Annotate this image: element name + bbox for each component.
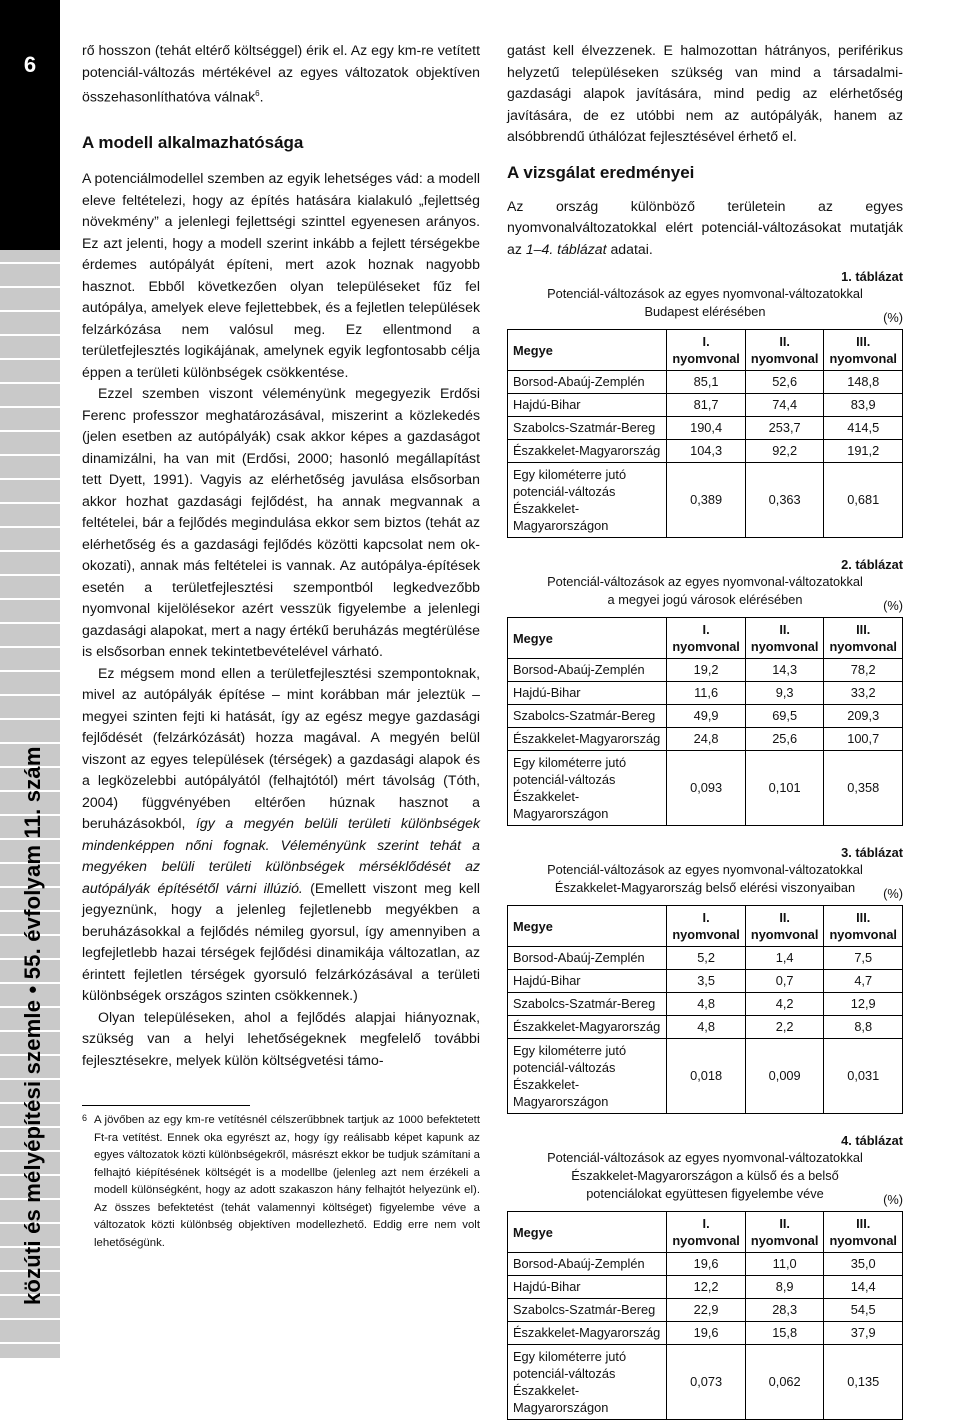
cell-value: 9,3 [745, 682, 824, 705]
section-heading: A modell alkalmazhatósága [82, 133, 304, 153]
footnote-divider [82, 1105, 250, 1106]
cell-value: 28,3 [745, 1299, 824, 1322]
cell-value: 14,4 [824, 1276, 903, 1299]
table-row [508, 440, 903, 463]
cell-value: 0,101 [745, 751, 824, 826]
row-label: Északkelet-Magyarország [508, 1322, 667, 1345]
cell-value: 0,093 [667, 751, 746, 826]
cell-value: 8,9 [745, 1276, 824, 1299]
cell-value: 414,5 [824, 417, 903, 440]
header-megye: Megye [508, 330, 667, 371]
table-caption-line: Potenciál-változások az egyes nyomvonal-változatokkal [547, 1150, 863, 1165]
cell-value: 8,8 [824, 1016, 903, 1039]
cell-value: 33,2 [824, 682, 903, 705]
table-caption [507, 285, 903, 325]
intro-paragraph: rő hosszon (tehát eltérő költséggel) érik el. Az egy km-re vetített potenciál-változás mértékével az egyes változatok objektíven összehasonlíthatóva válnak$^6$. [82, 42, 480, 105]
page-number: 6 [0, 0, 60, 250]
header-c3: III. nyomvonal [824, 330, 903, 371]
table-caption-line: Potenciál-változások az egyes nyomvonal-változatokkal [547, 862, 863, 877]
row-label: Északkelet-Magyarország [508, 728, 667, 751]
cell-value: 14,3 [745, 659, 824, 682]
header-megye: Megye [508, 618, 667, 659]
table-caption [507, 573, 903, 613]
table-row [508, 705, 903, 728]
footnote [82, 1112, 480, 1252]
table-unit: (%) [883, 310, 903, 325]
table-caption [507, 1149, 903, 1207]
table-header-row [508, 330, 903, 371]
table-row [508, 1322, 903, 1345]
row-label: Hajdú-Bihar [508, 682, 667, 705]
footnote-text: A jövőben az egy km-re vetítésnél célszerűbbnek tartjuk az 1000 befektetett Ft-ra vetítést. Ennek oka egyrészt az, hogy így reálisabb képet kapunk az egyes változatok közti különbségekről, másrészt ekkor be tudjuk számítani a felhajtó kiépítésének költségét is a modellbe (jelenleg azt nem érzékeli a modell különségként, hogy az adott szakaszon hány felhajtót helyezünk el). Az összes befektetést (tehát valamennyi költséget) figyelembe véve a változatok közti különbség objektíven modellezhető. Eddig erre nem volt lehetőségünk. [94, 1114, 480, 1249]
cell-value: 0,135 [824, 1345, 903, 1420]
cell-value: 74,4 [745, 394, 824, 417]
cell-value: 3,5 [667, 970, 746, 993]
cell-value: 11,0 [745, 1253, 824, 1276]
table-caption-line: Északkelet-Magyarország belső elérési viszonyaiban [554, 880, 856, 895]
row-label: Északkelet-Magyarország [508, 440, 667, 463]
cell-value: 12,9 [824, 993, 903, 1016]
cell-value: 52,6 [745, 371, 824, 394]
cell-value: 19,6 [667, 1322, 746, 1345]
table-row [508, 970, 903, 993]
cell-value: 19,6 [667, 1253, 746, 1276]
footnote-mark: 6 [82, 1113, 88, 1124]
table-caption [507, 861, 903, 901]
cell-value: 209,3 [824, 705, 903, 728]
left-column [82, 40, 480, 1252]
header-c2: II. nyomvonal [745, 330, 824, 371]
table-number: 2. táblázat [841, 557, 903, 572]
table-row [508, 659, 903, 682]
table-row [508, 463, 903, 538]
cell-value: 0,363 [745, 463, 824, 538]
row-label: Egy kilométerre jutó potenciál-változás Északkelet-Magyarországon [508, 463, 667, 538]
paragraph: Ez mégsem mond ellen a területfejlesztési szempontoknak, mivel az autópályák építése – mint korábban már jeleztük – megyei szinten fejti ki hatását, így az egész megye gazdasági fejlődését (felzárkózását) hozza magával. A megyén belül viszont az egyes települések (térségek) a gazdasági alapok és a legközelebbi autópályától (felhajtótól) mért távolság (Tóth, 2004) függvényében eltérően húznak hasznot a beruházásokból, így a megyén belüli területi különbségek mindenképpen nőni fognak. Véleményünk szerint tehát a megyéken belüli területi különbségek mérséklődését az autópályák építésétől várni illúzió. (Emellett viszont meg kell jegyeznünk, hogy a jelenleg fejletlenebb megyékben a beruházásokkal a fejlődés némileg gyorsul, így amennyiben a legfejletlebb hazai térségek fejlődési dinamikája változatlan, az érintett fejletlen térségek gyorsuló felzárkózásával a területi különbségek országos szinten csökkennek.) [82, 664, 480, 1004]
row-label: Északkelet-Magyarország [508, 1016, 667, 1039]
row-label: Szabolcs-Szatmár-Bereg [508, 993, 667, 1016]
paragraph: A potenciálmodellel szemben az egyik lehetséges vád: a modell eleve feltételezi, hogy az építés hatására kialakuló „fejlettség növekmény” a jelenlegi fejlettségi szinttel egyenesen arányos. Ez azt jelenti, hogy a modell szerint inkább a fejlett térségekbe érdemes autópályát építeni, mert azok hoznak nagyobb hasznot. Ebből következően olyan településeket fűz fel autópálya, amelyek eleve fejlettebbek, és a fejletlen települések felzárkózása nem valósul meg. Ez ellentmond a területfejlesztés logikájának, amelynek egyik legfontosabb célja éppen a területi különbségek csökkentése. [82, 170, 480, 380]
paragraph: gatást kell élvezzenek. E halmozottan hátrányos, periférikus helyzetű településeken szükség van mind a társadalmi-gazdasági alapok javítására, mind pedig az elérhetőség javítására, de ez utóbbi nem az autópályák, hanem az alsóbbrendű úthálózat fejlesztésével érhető el. [507, 42, 903, 144]
row-label: Hajdú-Bihar [508, 1276, 667, 1299]
paragraph: Ezzel szemben viszont véleményünk megegyezik Erdősi Ferenc professzor meghatározásával, miszerint a közlekedés (jelen esetben az autópályák) csak akkor képes a gazdaságot dinamizálni, ha van mit (Erdősi, 2000; hasonló megállapítást tett Dyett, 1991). Vagyis az elérhetőség javulása elsősorban akkor hozhat gazdasági fejlődést, ha annak megvannak a feltételei, bár a fejlődés megindulása ekkor sem biztos (tehát az elérhetőség és a gazdasági fejlődés közötti kapcsolat nem ok-okozati), annak más feltételei is vannak. Az autópálya-építések esetén a területfejlesztési szempontból legkedvezőbb nyomvonal kijelölésekor azért vesszük figyelembe a jelenlegi gazdasági alapokat, mert a nagy értékű beruházás megtérülése is elsősorban ennek tekintetbevételével várható. [82, 385, 480, 660]
table-row [508, 394, 903, 417]
table-number: 4. táblázat [841, 1133, 903, 1148]
header-megye: Megye [508, 906, 667, 947]
table-block-3 [507, 844, 903, 1114]
header-c3: III. nyomvonal [824, 1212, 903, 1253]
row-label: Borsod-Abaúj-Zemplén [508, 1253, 667, 1276]
table-block-2 [507, 556, 903, 826]
cell-value: 0,358 [824, 751, 903, 826]
cell-value: 0,681 [824, 463, 903, 538]
cell-value: 49,9 [667, 705, 746, 728]
italic-emphasis: így a megyén belüli területi különbségek mindenképpen nőni fognak. Véleményünk szerint tehát a megyéken belüli területi különbségek mérséklődését az autópályák építésétől várni illúzió. [82, 815, 480, 896]
row-label: Egy kilométerre jutó potenciál-változás Északkelet-Magyarországon [508, 1345, 667, 1420]
table-row [508, 1253, 903, 1276]
table-block-1 [507, 268, 903, 538]
data-table [507, 905, 903, 1114]
cell-value: 25,6 [745, 728, 824, 751]
table-row [508, 728, 903, 751]
table-row [508, 371, 903, 394]
right-column [507, 40, 903, 1420]
header-c2: II. nyomvonal [745, 906, 824, 947]
paragraph: Az ország különböző területein az egyes nyomvonalváltozatokkal elért potenciál-változásokat mutatják az 1–4. táblázat adatai. [507, 197, 903, 257]
cell-value: 11,6 [667, 682, 746, 705]
data-table [507, 329, 903, 538]
table-caption-line: Budapest elérésében [644, 304, 766, 319]
cell-value: 0,073 [667, 1345, 746, 1420]
table-row [508, 1345, 903, 1420]
cell-value: 0,389 [667, 463, 746, 538]
table-row [508, 1016, 903, 1039]
paragraph: Olyan településeken, ahol a fejlődés alapjai hiányoznak, szükség van a helyi lehetőségeknek megfelelő további fejlesztésekre, melyek külön költségvetési támo- [82, 1008, 480, 1068]
row-label: Szabolcs-Szatmár-Bereg [508, 1299, 667, 1322]
cell-value: 1,4 [745, 947, 824, 970]
table-unit: (%) [883, 886, 903, 901]
row-label: Egy kilométerre jutó potenciál-változás Északkelet-Magyarországon [508, 751, 667, 826]
cell-value: 69,5 [745, 705, 824, 728]
cell-value: 78,2 [824, 659, 903, 682]
cell-value: 81,7 [667, 394, 746, 417]
table-header-row [508, 906, 903, 947]
header-c2: II. nyomvonal [745, 1212, 824, 1253]
table-unit: (%) [883, 1192, 903, 1207]
data-table [507, 1211, 903, 1420]
cell-value: 4,7 [824, 970, 903, 993]
table-caption-line: potenciálokat együttesen figyelembe véve [586, 1186, 824, 1201]
cell-value: 54,5 [824, 1299, 903, 1322]
cell-value: 253,7 [745, 417, 824, 440]
cell-value: 4,2 [745, 993, 824, 1016]
cell-value: 0,7 [745, 970, 824, 993]
table-block-4 [507, 1132, 903, 1420]
cell-value: 4,8 [667, 993, 746, 1016]
cell-value: 35,0 [824, 1253, 903, 1276]
cell-value: 5,2 [667, 947, 746, 970]
cell-value: 83,9 [824, 394, 903, 417]
table-row [508, 682, 903, 705]
header-c1: I. nyomvonal [667, 330, 746, 371]
cell-value: 4,8 [667, 1016, 746, 1039]
table-row [508, 1299, 903, 1322]
table-header-row [508, 618, 903, 659]
cell-value: 15,8 [745, 1322, 824, 1345]
header-c1: I. nyomvonal [667, 906, 746, 947]
table-header-row [508, 1212, 903, 1253]
cell-value: 0,009 [745, 1039, 824, 1114]
table-unit: (%) [883, 598, 903, 613]
row-label: Egy kilométerre jutó potenciál-változás Északkelet-Magyarországon [508, 1039, 667, 1114]
cell-value: 22,9 [667, 1299, 746, 1322]
cell-value: 104,3 [667, 440, 746, 463]
tables-container [507, 268, 903, 1420]
cell-value: 12,2 [667, 1276, 746, 1299]
row-label: Szabolcs-Szatmár-Bereg [508, 417, 667, 440]
table-row [508, 947, 903, 970]
cell-value: 0,018 [667, 1039, 746, 1114]
row-label: Szabolcs-Szatmár-Bereg [508, 705, 667, 728]
table-number: 1. táblázat [841, 269, 903, 284]
cell-value: 148,8 [824, 371, 903, 394]
cell-value: 85,1 [667, 371, 746, 394]
cell-value: 19,2 [667, 659, 746, 682]
table-row [508, 751, 903, 826]
row-label: Hajdú-Bihar [508, 970, 667, 993]
table-row [508, 993, 903, 1016]
header-megye: Megye [508, 1212, 667, 1253]
table-caption-line: Északkelet-Magyarországon a külső és a belső [571, 1168, 839, 1183]
row-label: Borsod-Abaúj-Zemplén [508, 659, 667, 682]
section-heading: A vizsgálat eredményei [507, 162, 695, 182]
header-c3: III. nyomvonal [824, 906, 903, 947]
table-reference: 1–4. táblázat [525, 240, 607, 257]
row-label: Hajdú-Bihar [508, 394, 667, 417]
header-c2: II. nyomvonal [745, 618, 824, 659]
table-number: 3. táblázat [841, 845, 903, 860]
table-caption-line: Potenciál-változások az egyes nyomvonal-változatokkal [547, 574, 863, 589]
journal-title: közúti és mélyépítési szemle • 55. évfolyam 11. szám [20, 746, 45, 1305]
cell-value: 0,031 [824, 1039, 903, 1114]
header-c1: I. nyomvonal [667, 1212, 746, 1253]
table-row [508, 1039, 903, 1114]
footnote-ref: 6 [255, 89, 260, 98]
cell-value: 37,9 [824, 1322, 903, 1345]
row-label: Borsod-Abaúj-Zemplén [508, 371, 667, 394]
cell-value: 0,062 [745, 1345, 824, 1420]
table-row [508, 417, 903, 440]
header-c1: I. nyomvonal [667, 618, 746, 659]
header-c3: III. nyomvonal [824, 618, 903, 659]
data-table [507, 617, 903, 826]
table-caption-line: Potenciál-változások az egyes nyomvonal-változatokkal [547, 286, 863, 301]
cell-value: 191,2 [824, 440, 903, 463]
table-row [508, 1276, 903, 1299]
cell-value: 2,2 [745, 1016, 824, 1039]
table-caption-line: a megyei jogú városok elérésében [607, 592, 803, 607]
cell-value: 190,4 [667, 417, 746, 440]
cell-value: 92,2 [745, 440, 824, 463]
cell-value: 100,7 [824, 728, 903, 751]
cell-value: 24,8 [667, 728, 746, 751]
cell-value: 7,5 [824, 947, 903, 970]
row-label: Borsod-Abaúj-Zemplén [508, 947, 667, 970]
